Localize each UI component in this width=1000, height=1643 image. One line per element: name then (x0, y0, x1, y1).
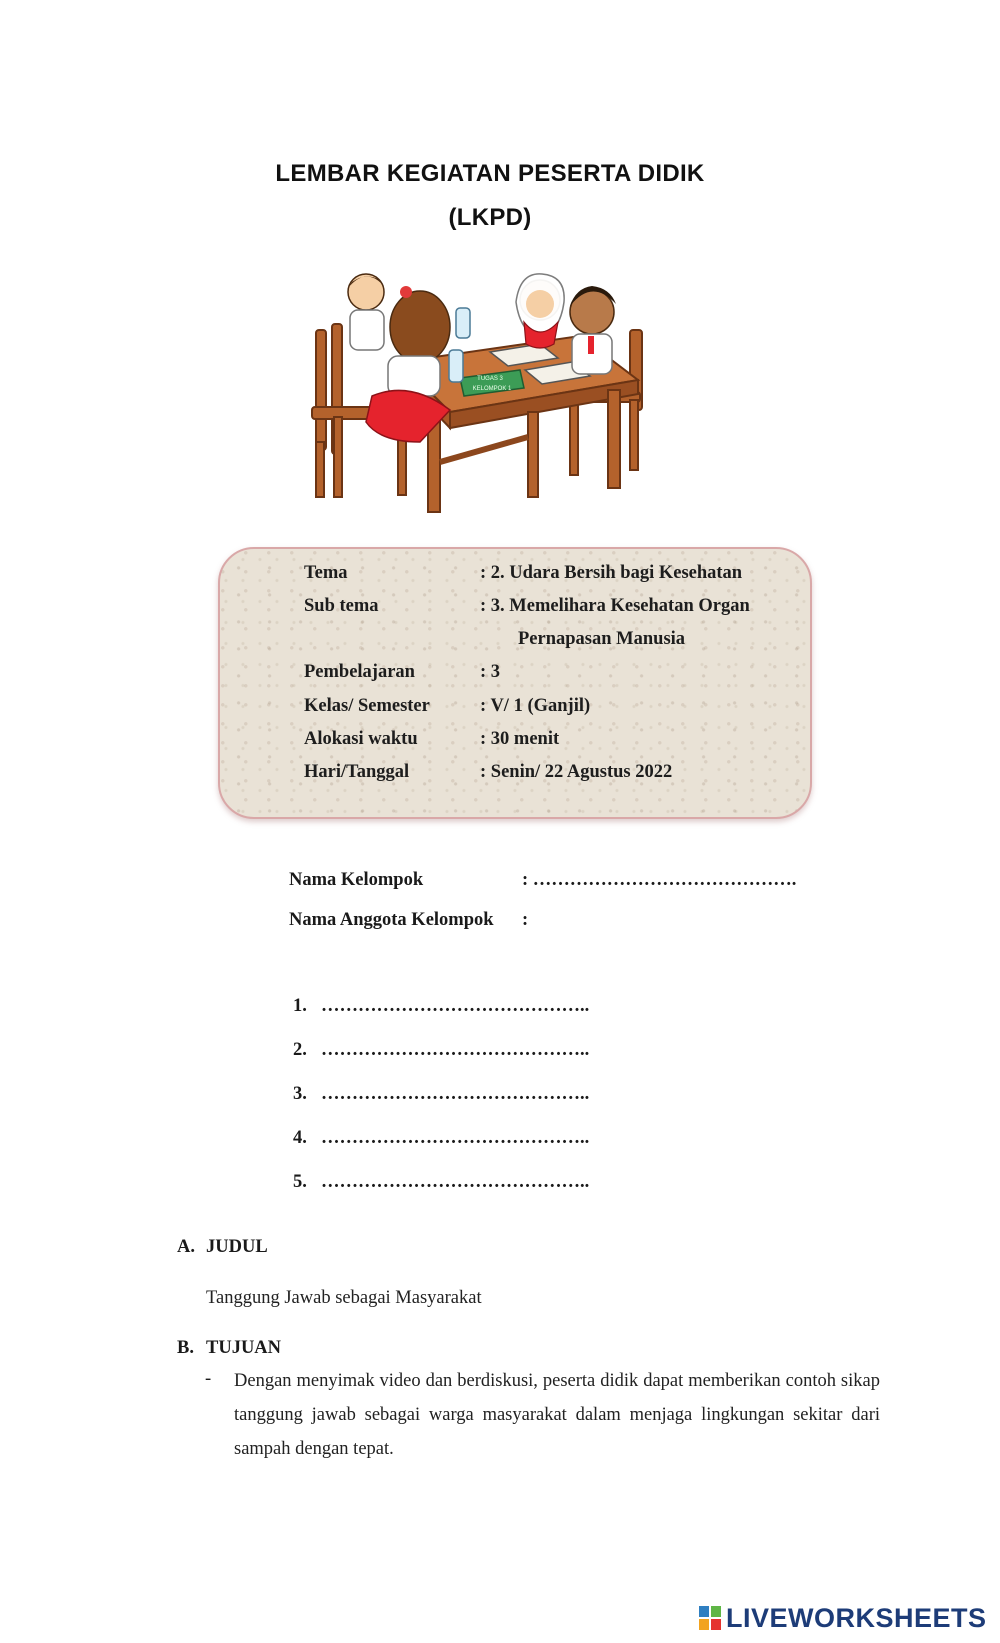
member-entry[interactable] (293, 1172, 589, 1193)
section-b-text: Dengan menyimak video dan berdiskusi, peserta didik dapat memberikan contoh sikap tanggung jawab sebagai warga masyarakat dalam menjaga lingkungan sekitar dari sampah dengan tepat. (234, 1371, 880, 1459)
info-value-continuation: Pernapasan Manusia (518, 629, 686, 649)
book-label: KELOMPOK 1 (472, 386, 512, 392)
page-title: LEMBAR KEGIATAN PESERTA DIDIK (275, 160, 705, 187)
brand-name: LIVEWORKSHEETS (726, 1602, 987, 1633)
section-title: JUDUL (206, 1237, 268, 1257)
member-number: 2. (293, 1040, 307, 1060)
info-value: : 3. Memelihara Kesehatan Organ (480, 596, 750, 616)
group-members-colon: : (522, 910, 529, 930)
info-value: : 2. Udara Bersih bagi Kesehatan (480, 563, 743, 583)
member-blank[interactable]: …………………………………….. (321, 1128, 590, 1148)
liveworksheets-brand[interactable] (698, 1603, 987, 1633)
member-blank[interactable]: …………………………………….. (321, 1040, 590, 1060)
section-letter: A. (177, 1237, 195, 1257)
page-subtitle: (LKPD) (448, 204, 532, 231)
member-number: 3. (293, 1084, 307, 1104)
section-title: TUJUAN (206, 1338, 282, 1358)
member-number: 4. (293, 1128, 307, 1148)
member-entry[interactable] (293, 996, 589, 1017)
info-label: Hari/Tanggal (304, 762, 410, 782)
info-label: Pembelajaran (304, 662, 415, 682)
info-label: Kelas/ Semester (304, 696, 430, 716)
info-label: Alokasi waktu (304, 729, 418, 749)
member-number: 1. (293, 996, 307, 1016)
section-letter: B. (177, 1338, 194, 1358)
member-blank[interactable]: …………………………………….. (321, 1172, 590, 1192)
group-name-label: Nama Kelompok (289, 870, 424, 890)
member-entry[interactable] (293, 1040, 589, 1061)
students-studying-illustration (310, 272, 680, 532)
group-name-field[interactable]: : ……………………………………. (522, 870, 797, 890)
info-value: : Senin/ 22 Agustus 2022 (480, 762, 673, 782)
member-number: 5. (293, 1172, 307, 1192)
info-value: : V/ 1 (Ganjil) (480, 696, 591, 716)
lesson-info-panel (218, 547, 812, 819)
member-blank[interactable]: …………………………………….. (321, 1084, 590, 1104)
member-entry[interactable] (293, 1128, 589, 1149)
section-a-heading (177, 1237, 268, 1258)
section-b-heading (177, 1338, 281, 1359)
group-members-label: Nama Anggota Kelompok (289, 910, 494, 930)
bullet-dash: - (205, 1369, 212, 1389)
info-label: Sub tema (304, 596, 379, 616)
section-a-text: Tanggung Jawab sebagai Masyarakat (206, 1288, 482, 1308)
info-value: : 3 (480, 662, 501, 682)
info-label: Tema (304, 563, 348, 583)
info-value: : 30 menit (480, 729, 560, 749)
book-label: TUGAS 3 (477, 376, 503, 382)
member-entry[interactable] (293, 1084, 589, 1105)
liveworksheets-logo-icon (698, 1605, 722, 1631)
member-blank[interactable]: …………………………………….. (321, 996, 590, 1016)
